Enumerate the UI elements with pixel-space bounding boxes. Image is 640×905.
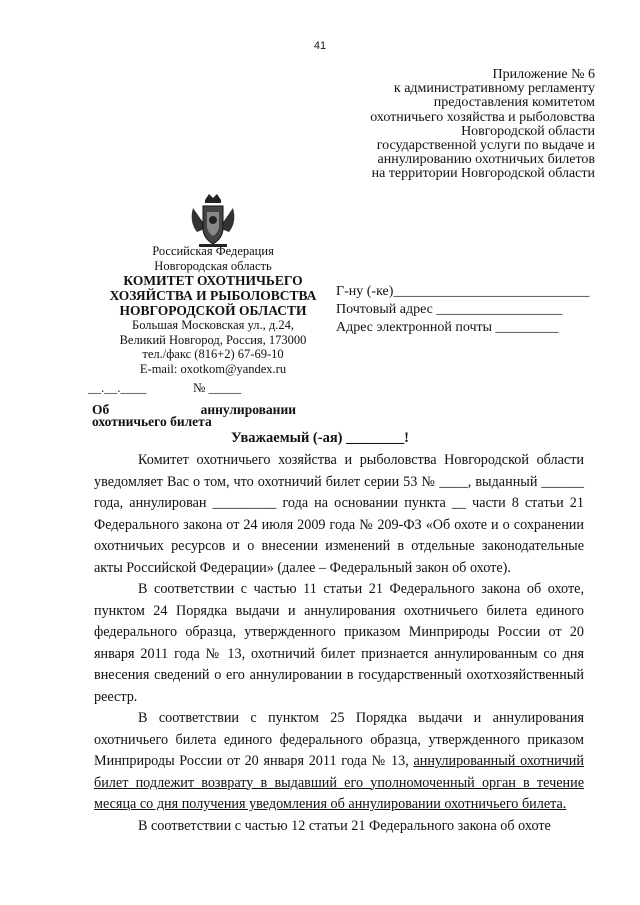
subject-line: Об аннулировании <box>92 402 296 417</box>
recipient-postal: Почтовый адрес __________________ <box>336 302 563 317</box>
body-paragraph: Комитет охотничьего хозяйства и рыболовства Новгородской области уведомляет Вас о том, что охотничий билет серии 53 № ____, выданный ______ года, аннулирован _________ года на основании пункта __ части 8 статьи 21 Федерального закона от 24 июля 2009 года № 209-ФЗ «Об охоте и о сохранении охотничьих ресурсов и о внесении изменений в отдельные законодательные акты Российской Федерации» (далее – Федеральный закон об охоте). <box>94 452 584 576</box>
recipient-email: Адрес электронной почты _________ <box>336 320 559 335</box>
subject-line: охотничьего билета <box>92 413 212 429</box>
greeting: Уважаемый (-ая) ________! <box>231 430 409 446</box>
sender-org-line: КОМИТЕТ ОХОТНИЧЬЕГО <box>123 273 303 288</box>
appendix-line: предоставления комитетом <box>433 95 595 111</box>
page-number: 41 <box>313 40 327 52</box>
letter-body <box>94 450 584 837</box>
sender-address: Великий Новгород, Россия, 173000 <box>119 332 307 347</box>
appendix-line: на территории Новгородской области <box>371 166 595 182</box>
body-text-underlined: аннулированный охотничий билет подлежит возврату в выдавший его уполномоченный орган в течение месяца со дня получения уведомления об аннулировании охотничьего билета. <box>94 753 584 812</box>
letter-subject <box>92 404 322 427</box>
appendix-header <box>295 68 595 182</box>
registration-date: __.__.____ <box>88 380 147 395</box>
recipient-name: Г-ну (-ке)____________________________ <box>336 284 590 299</box>
sender-org-line: НОВГОРОДСКОЙ ОБЛАСТИ <box>119 303 307 318</box>
appendix-line: к административному регламенту <box>393 81 595 97</box>
sender-email: E-mail: oxotkom@yandex.ru <box>139 361 287 376</box>
body-paragraph <box>94 708 584 816</box>
sender-block <box>78 244 348 376</box>
appendix-line: Приложение № 6 <box>492 67 595 82</box>
appendix-line: государственной услуги по выдаче и <box>376 138 595 154</box>
sender-phone: тел./факс (816+2) 67-69-10 <box>142 347 284 361</box>
body-paragraph: В соответствии с частью 12 статьи 21 Федерального закона об охоте <box>138 817 551 834</box>
appendix-line: охотничьего хозяйства и рыболовства <box>370 109 595 125</box>
coat-of-arms-icon <box>187 192 239 250</box>
appendix-line: аннулированию охотничьих билетов <box>377 152 595 168</box>
body-paragraph: В соответствии с частью 11 статьи 21 Федерального закона об охоте, пунктом 24 Порядка выдачи и аннулирования охотничьего билета единого федерального образца, утвержденного приказом Минприроды России от 20 января 2011 года № 13, охотничий билет признается аннулированным со дня внесения сведений о его аннулировании в государственный охотхозяйственный реестр. <box>94 581 584 705</box>
registration-line <box>88 380 241 396</box>
sender-region: Новгородская область <box>154 258 272 273</box>
sender-org-line: ХОЗЯЙСТВА И РЫБОЛОВСТВА <box>109 288 317 303</box>
sender-address: Большая Московская ул., д.24, <box>132 318 294 332</box>
appendix-line: Новгородской области <box>461 123 595 139</box>
sender-country: Российская Федерация <box>152 244 274 258</box>
registration-number: № _____ <box>193 380 242 395</box>
recipient-block <box>336 283 589 337</box>
body-text-plain: В соответствии с пунктом 25 Порядка выдачи и аннулирования охотничьего билета единого федерального образца, утвержденного приказом Минприроды России от 20 января 2011 года № 13, <box>94 710 584 769</box>
